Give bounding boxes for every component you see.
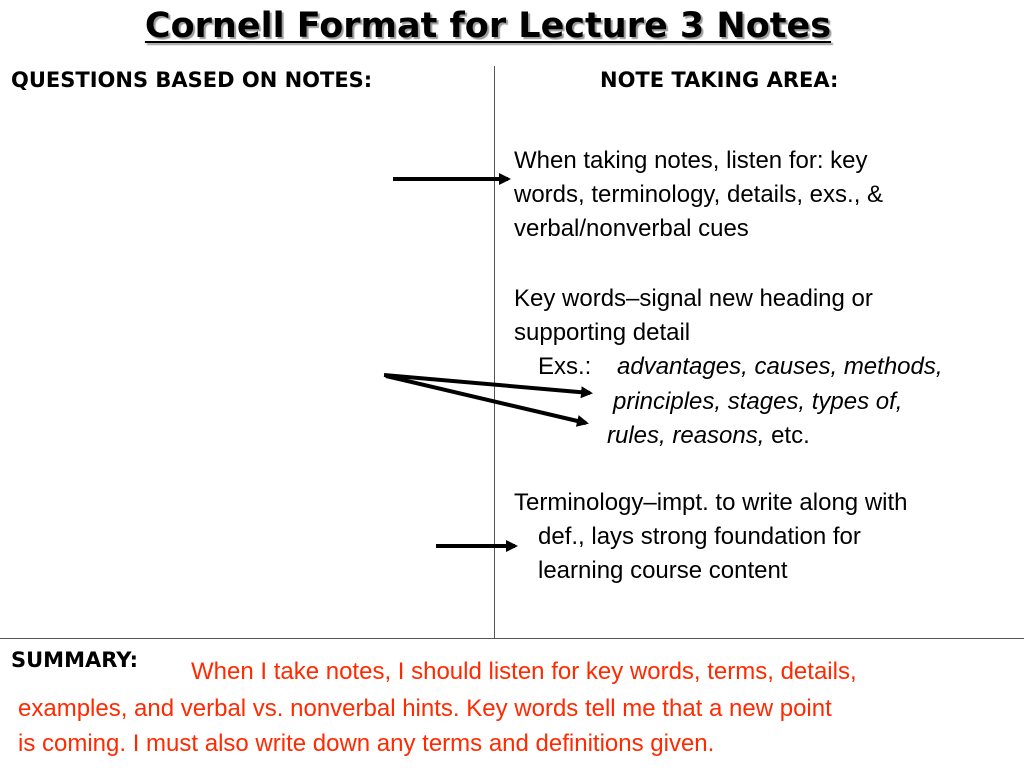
note-examples-line-3-tail: etc.: [764, 422, 810, 449]
note-listen-line-1: When taking notes, listen for: key: [514, 147, 868, 174]
note-examples-line-1: advantages, causes, methods,: [617, 353, 943, 380]
questions-column-header: QUESTIONS BASED ON NOTES:: [11, 68, 373, 92]
note-examples-line-2: principles, stages, types of,: [613, 388, 903, 415]
summary-label: SUMMARY:: [11, 648, 139, 672]
note-listen-line-3: verbal/nonverbal cues: [514, 215, 749, 242]
notes-column-header: NOTE TAKING AREA:: [600, 68, 839, 92]
summary-line-2: examples, and verbal vs. nonverbal hints. Key words tell me that a new point: [18, 695, 832, 722]
summary-line-3: is coming. I must also write down any terms and definitions given.: [18, 730, 715, 757]
note-examples-prefix: Exs.:: [538, 353, 592, 380]
note-terminology-line-1: Terminology–impt. to write along with: [514, 489, 908, 516]
page-title: Cornell Format for Lecture 3 Notes: [144, 6, 832, 46]
note-terminology-line-3: learning course content: [538, 557, 788, 584]
note-examples-line-3-italic: rules, reasons,: [607, 422, 765, 449]
summary-line-1: When I take notes, I should listen for key words, terms, details,: [191, 658, 857, 685]
note-listen-line-2: words, terminology, details, exs., &: [514, 181, 884, 208]
note-keywords-line-2: supporting detail: [514, 319, 691, 346]
note-terminology-line-2: def., lays strong foundation for: [538, 523, 861, 550]
note-keywords-line-1: Key words–signal new heading or: [514, 285, 873, 312]
